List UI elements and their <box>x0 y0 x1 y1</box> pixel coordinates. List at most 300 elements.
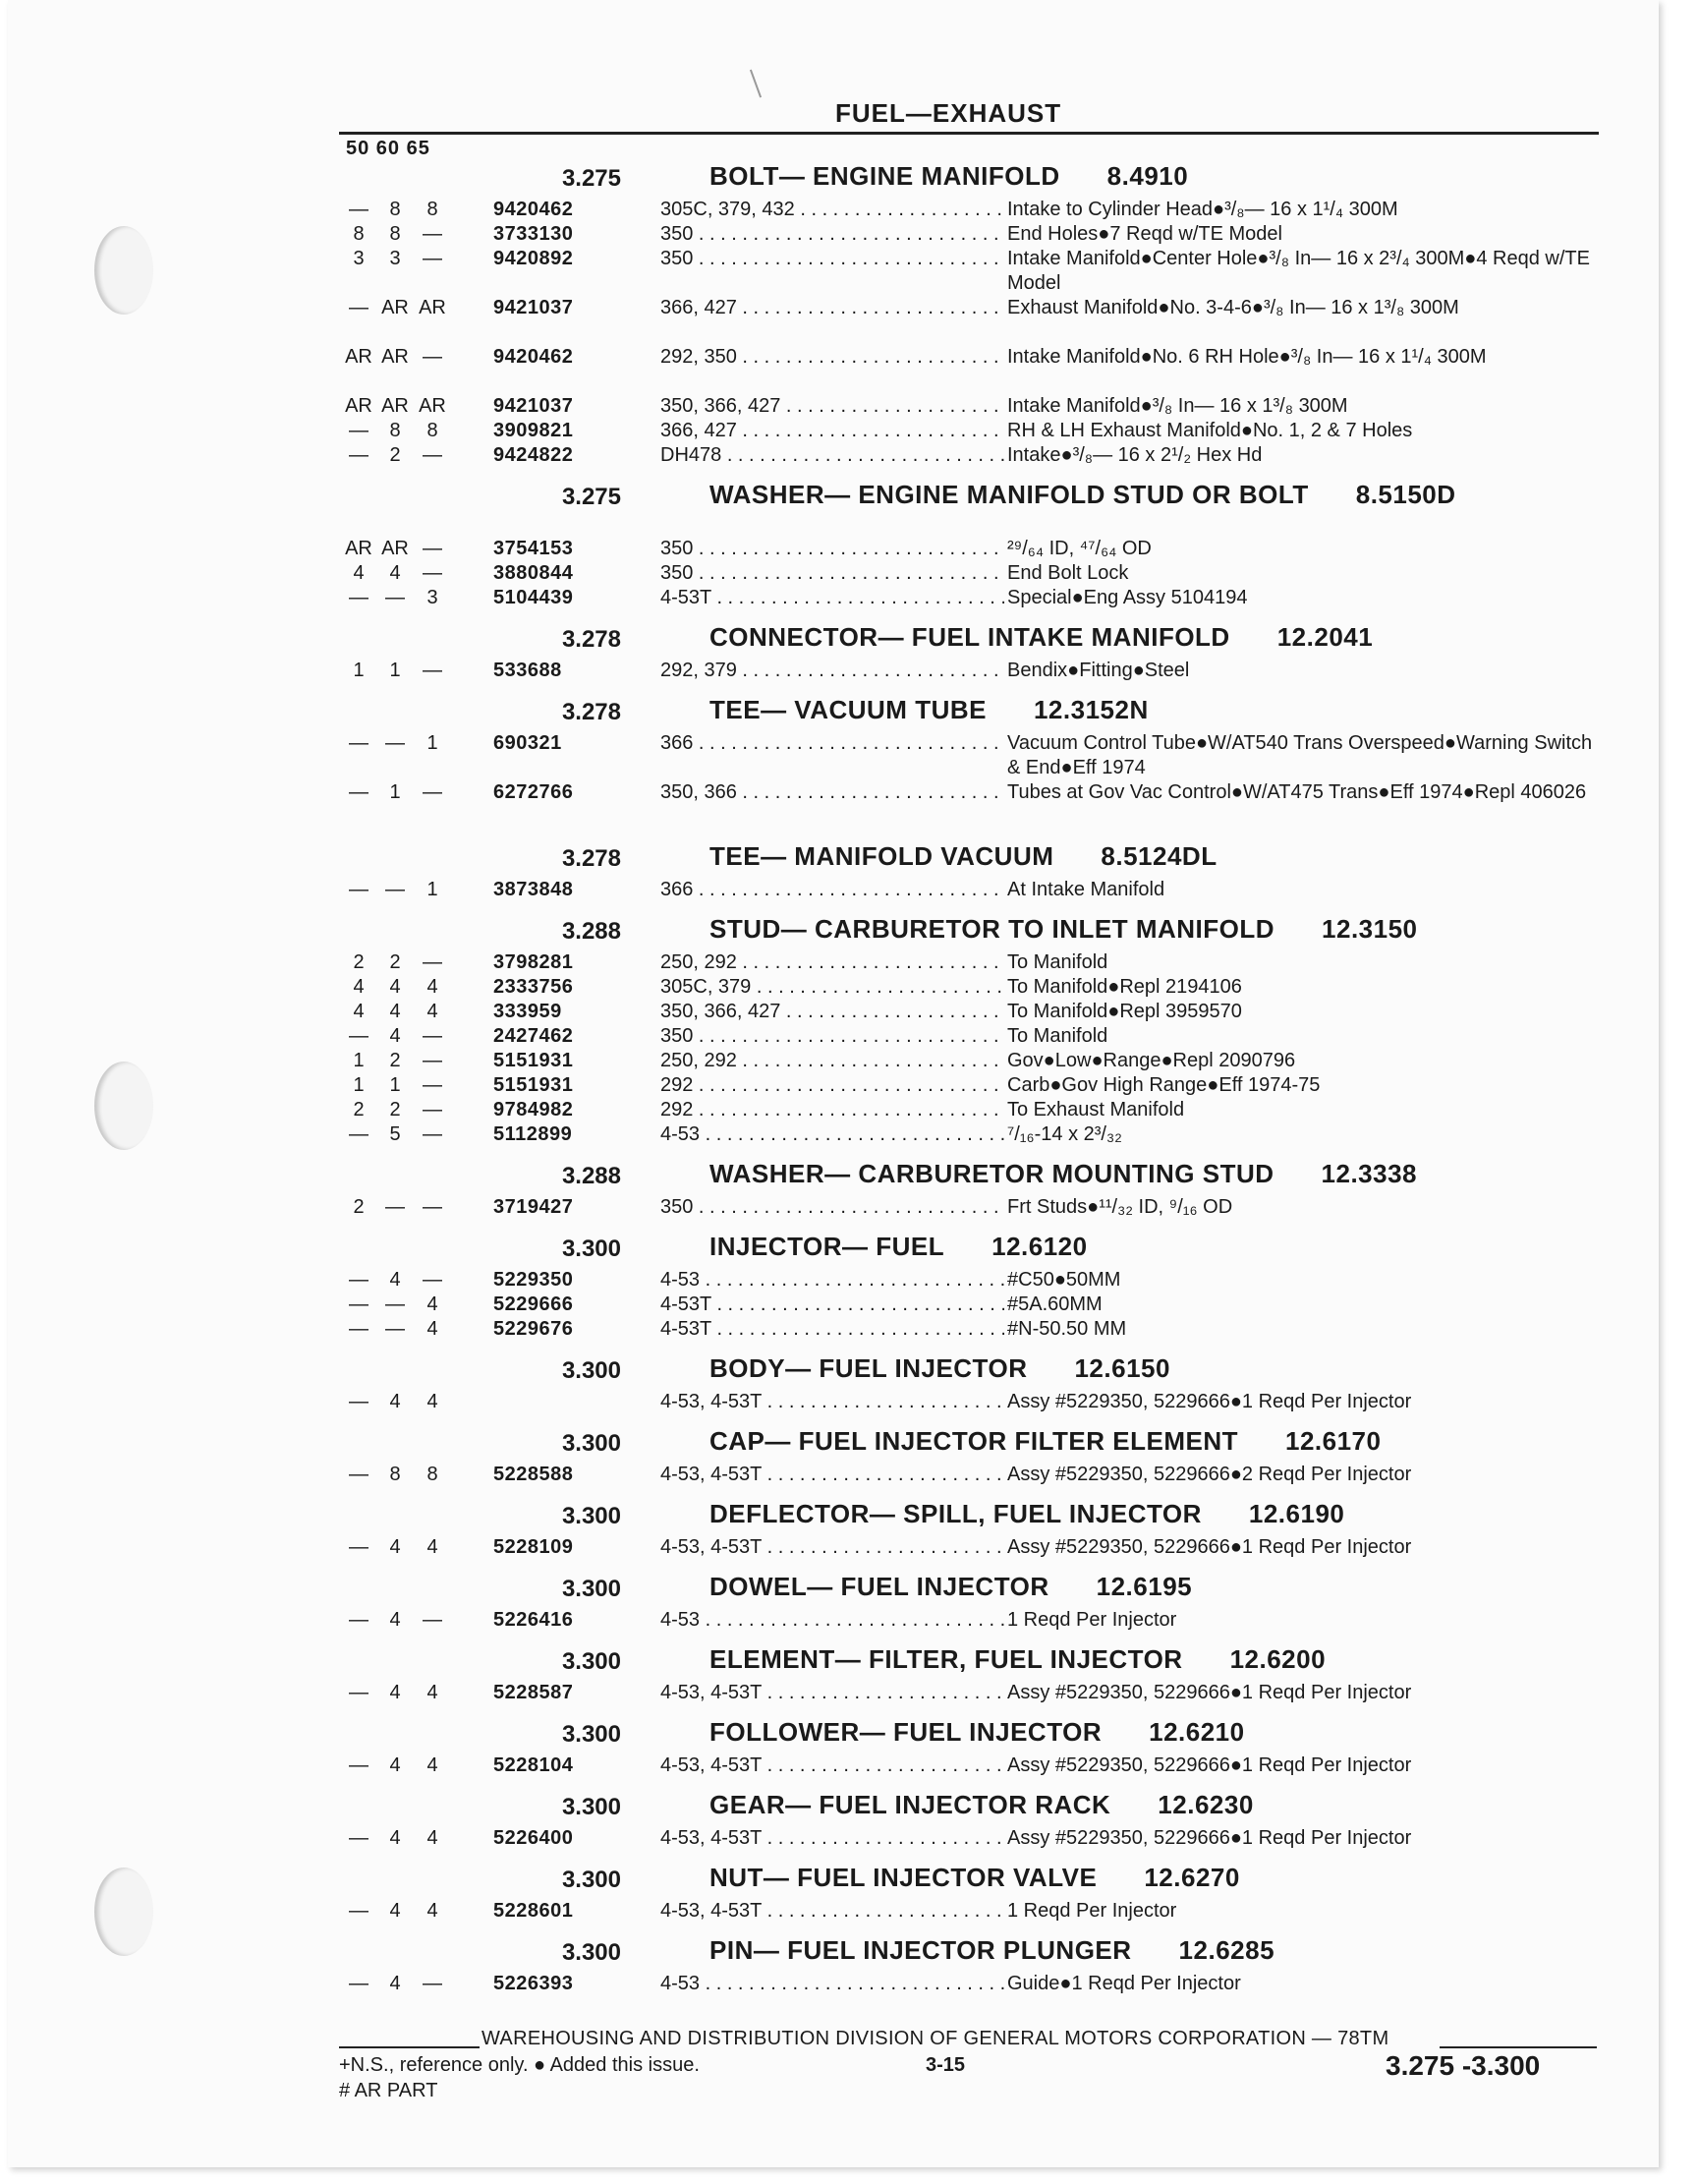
section-title-text: WASHER— CARBURETOR MOUNTING STUD <box>709 1159 1274 1188</box>
section-number: 3.300 <box>561 1867 621 1893</box>
quantity-cell: AR <box>381 538 409 559</box>
model-list: 305C, 379, 432 . . . <box>660 198 1004 222</box>
part-number: 2427462 <box>493 1025 574 1047</box>
part-number: 333959 <box>493 1001 562 1022</box>
section-heading <box>339 1232 1607 1268</box>
quantity-cell: AR <box>419 395 446 417</box>
quantity-cell: 2 <box>389 1050 401 1071</box>
model-list: 4-53 . . . <box>660 1608 1004 1633</box>
quantity-cell: — <box>349 781 368 803</box>
quantity-cell: 4 <box>426 1391 438 1412</box>
quantity-cell: 4 <box>389 1391 401 1412</box>
quantity-cell: 4 <box>389 1754 401 1776</box>
section-code: 12.6285 <box>1178 1935 1275 1965</box>
part-row <box>339 222 1607 247</box>
part-number: 9421037 <box>493 395 574 417</box>
part-number: 9420462 <box>493 346 574 368</box>
quantity-cell: 2 <box>353 1196 365 1218</box>
section-title <box>709 1353 1594 1383</box>
section-number: 3.300 <box>561 1236 621 1262</box>
part-description: Frt Studs●¹¹/₃₂ ID, ⁹/₁₆ OD <box>1007 1196 1233 1218</box>
part-number: 5228588 <box>493 1464 574 1485</box>
quantity-cell: 4 <box>426 1536 438 1558</box>
section-heading <box>339 1935 1607 1972</box>
part-description: End Holes●7 Reqd w/TE Model <box>1007 223 1282 245</box>
part-row <box>339 1317 1607 1342</box>
part-section <box>339 1426 1607 1487</box>
quantity-cell: 2 <box>389 951 401 973</box>
model-list: 4-53T . . . <box>660 1293 1004 1317</box>
section-code: 8.5150D <box>1355 480 1456 509</box>
quantity-cell: 3 <box>426 587 438 608</box>
section-title <box>709 1232 1594 1261</box>
section-title <box>709 1717 1594 1747</box>
section-title-text: DEFLECTOR— SPILL, FUEL INJECTOR <box>709 1499 1202 1528</box>
section-heading <box>339 1790 1607 1826</box>
part-number: 690321 <box>493 732 562 754</box>
quantity-cell: 4 <box>389 976 401 998</box>
model-year-columns: 50 60 65 <box>346 138 430 159</box>
quantity-cell: — <box>349 1973 368 1994</box>
section-code: 12.6120 <box>991 1232 1088 1261</box>
quantity-cell: AR <box>419 297 446 318</box>
page-title: FUEL—EXHAUST <box>835 98 1062 128</box>
part-description: #N-50.50 MM <box>1007 1318 1127 1340</box>
quantity-cell: 1 <box>353 1074 365 1096</box>
quantity-cell: 4 <box>426 1318 438 1340</box>
section-heading <box>339 480 1607 537</box>
section-heading <box>339 1644 1607 1681</box>
section-code: 12.6210 <box>1149 1717 1245 1747</box>
part-section <box>339 1232 1607 1342</box>
part-row <box>339 586 1607 610</box>
part-number: 6272766 <box>493 781 574 803</box>
quantity-cell: 4 <box>389 1609 401 1631</box>
quantity-cell: — <box>423 951 442 973</box>
model-list: 4-53, 4-53T . . . <box>660 1535 1004 1560</box>
section-title-text: DOWEL— FUEL INJECTOR <box>709 1572 1049 1601</box>
section-title-text: PIN— FUEL INJECTOR PLUNGER <box>709 1935 1132 1965</box>
quantity-cell: 4 <box>389 1536 401 1558</box>
section-code: 12.6270 <box>1144 1863 1240 1892</box>
quantity-cell: AR <box>381 346 409 368</box>
model-list: 292, 350 . . . <box>660 345 1004 370</box>
section-title <box>709 1426 1594 1456</box>
part-row <box>339 561 1607 586</box>
part-description: Intake to Cylinder Head●³/₈— 16 x 1¹/₄ 300M <box>1007 199 1398 220</box>
part-description: Intake●³/₈— 16 x 2¹/₂ Hex Hd <box>1007 444 1263 466</box>
model-list: 350 . . . <box>660 222 1004 247</box>
part-number: 9420462 <box>493 199 574 220</box>
section-code: 12.6195 <box>1096 1572 1193 1601</box>
binder-hole <box>94 226 153 315</box>
quantity-cell: — <box>349 1391 368 1412</box>
quantity-cell: 4 <box>389 1269 401 1291</box>
quantity-cell: 4 <box>389 1900 401 1922</box>
part-number: 5104439 <box>493 587 574 608</box>
part-description: To Exhaust Manifold <box>1007 1099 1185 1121</box>
section-number: 3.275 <box>561 484 621 510</box>
quantity-cell: 4 <box>353 1001 365 1022</box>
part-row <box>339 1535 1607 1560</box>
header-rule <box>339 132 1599 135</box>
part-row <box>339 1122 1607 1147</box>
section-heading <box>339 914 1607 950</box>
quantity-cell: — <box>423 1074 442 1096</box>
quantity-cell: 8 <box>426 420 438 441</box>
quantity-cell: 1 <box>426 732 438 754</box>
section-code: 8.5124DL <box>1101 841 1218 871</box>
part-section <box>339 480 1607 610</box>
part-description: Intake Manifold●Center Hole●³/₈ In— 16 x 2³/₄ 300M●4 Reqd w/TE Model <box>1007 248 1590 294</box>
quantity-cell: — <box>423 1025 442 1047</box>
part-row <box>339 247 1607 296</box>
part-number: 5151931 <box>493 1050 574 1071</box>
quantity-cell: 4 <box>426 1900 438 1922</box>
part-row <box>339 1753 1607 1778</box>
model-list: 250, 292 . . . <box>660 1049 1004 1073</box>
part-description: Assy #5229350, 5229666●1 Reqd Per Injector <box>1007 1754 1412 1776</box>
part-row <box>339 1681 1607 1705</box>
section-title <box>709 622 1594 652</box>
quantity-cell: — <box>423 1123 442 1145</box>
model-list: 4-53T . . . <box>660 1317 1004 1342</box>
quantity-cell: — <box>423 1099 442 1121</box>
section-number: 3.300 <box>561 1357 621 1384</box>
part-description: Gov●Low●Range●Repl 2090796 <box>1007 1050 1296 1071</box>
quantity-cell: 2 <box>389 1099 401 1121</box>
binder-hole <box>94 1062 153 1150</box>
part-section <box>339 1353 1607 1414</box>
quantity-cell: AR <box>345 395 372 417</box>
part-row <box>339 1268 1607 1293</box>
part-section <box>339 1863 1607 1924</box>
part-description: Intake Manifold●No. 6 RH Hole●³/₈ In— 16 x 1¹/₄ 300M <box>1007 346 1487 368</box>
part-section <box>339 1935 1607 1996</box>
quantity-cell: 8 <box>353 223 365 245</box>
model-list: 4-53 . . . <box>660 1972 1004 1996</box>
part-description: To Manifold●Repl 3959570 <box>1007 1001 1242 1022</box>
quantity-cell: 4 <box>353 562 365 584</box>
section-title-text: TEE— VACUUM TUBE <box>709 695 987 724</box>
section-title <box>709 1935 1594 1965</box>
quantity-cell: — <box>423 781 442 803</box>
quantity-cell: 1 <box>353 1050 365 1071</box>
part-row <box>339 1390 1607 1414</box>
section-code: 12.3150 <box>1322 914 1418 944</box>
section-number: 3.300 <box>561 1794 621 1820</box>
quantity-cell: — <box>349 879 368 900</box>
section-title-text: BOLT— ENGINE MANIFOLD <box>709 161 1060 191</box>
part-description: To Manifold●Repl 2194106 <box>1007 976 1242 998</box>
part-section <box>339 1572 1607 1633</box>
section-number: 3.288 <box>561 918 621 945</box>
quantity-cell: AR <box>381 395 409 417</box>
quantity-cell: — <box>423 538 442 559</box>
section-heading <box>339 622 1607 659</box>
section-number: 3.275 <box>561 165 621 192</box>
section-number: 3.300 <box>561 1939 621 1966</box>
quantity-cell: 8 <box>389 223 401 245</box>
part-row <box>339 419 1607 443</box>
part-number: 5226416 <box>493 1609 574 1631</box>
quantity-cell: — <box>423 660 442 681</box>
part-number: 3754153 <box>493 538 574 559</box>
quantity-cell: AR <box>345 538 372 559</box>
section-title <box>709 695 1594 724</box>
section-title <box>709 841 1594 871</box>
part-number: 5229350 <box>493 1269 574 1291</box>
part-number: 533688 <box>493 660 562 681</box>
section-code: 12.6150 <box>1074 1353 1170 1383</box>
model-list: 350 . . . <box>660 537 1004 561</box>
quantity-cell: — <box>349 297 368 318</box>
section-title <box>709 161 1594 191</box>
section-number: 3.278 <box>561 626 621 653</box>
quantity-cell: — <box>349 1754 368 1776</box>
quantity-cell: — <box>423 444 442 466</box>
section-title-text: NUT— FUEL INJECTOR VALVE <box>709 1863 1098 1892</box>
quantity-cell: 8 <box>389 1464 401 1485</box>
quantity-cell: — <box>349 1269 368 1291</box>
section-code: 12.6190 <box>1248 1499 1345 1528</box>
section-title-text: WASHER— ENGINE MANIFOLD STUD OR BOLT <box>709 480 1309 509</box>
footer-legend: +N.S., reference only. ● Added this issue. <box>339 2054 700 2076</box>
section-title-text: GEAR— FUEL INJECTOR RACK <box>709 1790 1111 1819</box>
part-description: At Intake Manifold <box>1007 879 1165 900</box>
quantity-cell: 3 <box>389 248 401 269</box>
section-heading <box>339 1499 1607 1535</box>
footer-division: WAREHOUSING AND DISTRIBUTION DIVISION OF GENERAL MOTORS CORPORATION — 78TM <box>481 2028 1389 2049</box>
quantity-cell: 2 <box>389 444 401 466</box>
quantity-cell: 4 <box>426 1827 438 1849</box>
quantity-cell: — <box>349 420 368 441</box>
section-heading <box>339 695 1607 731</box>
part-description: Special●Eng Assy 5104194 <box>1007 587 1248 608</box>
section-title <box>709 1159 1594 1188</box>
part-description: RH & LH Exhaust Manifold●No. 1, 2 & 7 Holes <box>1007 420 1413 441</box>
part-row <box>339 198 1607 222</box>
part-number: 3733130 <box>493 223 574 245</box>
model-list: 350 . . . <box>660 1195 1004 1220</box>
quantity-cell: — <box>423 562 442 584</box>
part-number: 5226400 <box>493 1827 574 1849</box>
part-description: Assy #5229350, 5229666●1 Reqd Per Injector <box>1007 1536 1412 1558</box>
model-list: 350, 366 . . . <box>660 780 1004 805</box>
part-number: 5229676 <box>493 1318 574 1340</box>
quantity-cell: 1 <box>389 1074 401 1096</box>
part-row <box>339 1024 1607 1049</box>
page-number: 3-15 <box>926 2054 966 2076</box>
section-number: 3.300 <box>561 1430 621 1457</box>
quantity-cell: — <box>349 1025 368 1047</box>
part-number: 5229666 <box>493 1293 574 1315</box>
section-code: 8.4910 <box>1106 161 1189 191</box>
part-description: Assy #5229350, 5229666●1 Reqd Per Injector <box>1007 1391 1412 1412</box>
section-heading <box>339 1353 1607 1390</box>
section-code: 12.3152N <box>1033 695 1149 724</box>
part-row <box>339 975 1607 1000</box>
model-list: 350 . . . <box>660 1024 1004 1049</box>
section-title-text: FOLLOWER— FUEL INJECTOR <box>709 1717 1103 1747</box>
part-number: 9784982 <box>493 1099 574 1121</box>
quantity-cell: 4 <box>389 1025 401 1047</box>
part-description: End Bolt Lock <box>1007 562 1129 584</box>
part-section <box>339 1499 1607 1560</box>
part-description: Assy #5229350, 5229666●2 Reqd Per Injector <box>1007 1464 1412 1485</box>
part-row <box>339 345 1607 394</box>
part-row <box>339 1899 1607 1924</box>
footer-rule <box>1440 2046 1597 2048</box>
model-list: 4-53 . . . <box>660 1268 1004 1293</box>
part-section <box>339 695 1607 830</box>
part-row <box>339 537 1607 561</box>
section-number: 3.300 <box>561 1576 621 1602</box>
model-list: DH478 . . . <box>660 443 1004 468</box>
quantity-cell: 4 <box>426 976 438 998</box>
quantity-cell: 4 <box>426 1293 438 1315</box>
quantity-cell: — <box>349 732 368 754</box>
part-row <box>339 878 1607 902</box>
quantity-cell: — <box>423 1050 442 1071</box>
part-row <box>339 1463 1607 1487</box>
model-list: 292 . . . <box>660 1098 1004 1122</box>
part-section <box>339 1159 1607 1220</box>
part-row <box>339 443 1607 468</box>
part-section <box>339 1790 1607 1851</box>
part-description: Exhaust Manifold●No. 3-4-6●³/₈ In— 16 x 1³/₈ 300M <box>1007 297 1459 318</box>
quantity-cell: — <box>423 1196 442 1218</box>
model-list: 4-53, 4-53T . . . <box>660 1463 1004 1487</box>
part-description: 1 Reqd Per Injector <box>1007 1609 1177 1631</box>
part-number: 9421037 <box>493 297 574 318</box>
part-row <box>339 296 1607 345</box>
section-heading <box>339 1159 1607 1195</box>
part-number: 3798281 <box>493 951 574 973</box>
section-title-text: INJECTOR— FUEL <box>709 1232 945 1261</box>
quantity-cell: — <box>423 1973 442 1994</box>
model-list: 366 . . . <box>660 878 1004 902</box>
part-section <box>339 841 1607 902</box>
section-number: 3.288 <box>561 1163 621 1189</box>
quantity-cell: — <box>423 248 442 269</box>
part-number: 3880844 <box>493 562 574 584</box>
section-title-text: ELEMENT— FILTER, FUEL INJECTOR <box>709 1644 1183 1674</box>
part-number: 5228109 <box>493 1536 574 1558</box>
quantity-cell: 2 <box>353 1099 365 1121</box>
part-number: 9424822 <box>493 444 574 466</box>
part-row <box>339 1049 1607 1073</box>
quantity-cell: — <box>349 1318 368 1340</box>
quantity-cell: 4 <box>389 1682 401 1703</box>
part-section <box>339 622 1607 683</box>
section-title <box>709 914 1594 944</box>
part-description: Vacuum Control Tube●W/AT540 Trans Overspeed●Warning Switch & End●Eff 1974 <box>1007 732 1593 778</box>
part-row <box>339 731 1607 780</box>
quantity-cell: — <box>385 879 405 900</box>
part-row <box>339 394 1607 419</box>
part-number: 9420892 <box>493 248 574 269</box>
model-list: 350 . . . <box>660 247 1004 271</box>
part-description: Tubes at Gov Vac Control●W/AT475 Trans●Eff 1974●Repl 406026 <box>1007 781 1587 803</box>
part-row <box>339 1972 1607 1996</box>
model-list: 366 . . . <box>660 731 1004 756</box>
quantity-cell: — <box>423 346 442 368</box>
section-code: 12.6200 <box>1229 1644 1327 1674</box>
part-description: Intake Manifold●³/₈ In— 16 x 1³/₈ 300M <box>1007 395 1348 417</box>
model-list: 366, 427 . . . <box>660 419 1004 443</box>
section-code: 12.6230 <box>1158 1790 1254 1819</box>
part-number: 2333756 <box>493 976 574 998</box>
part-description: #C50●50MM <box>1007 1269 1121 1291</box>
part-section <box>339 914 1607 1147</box>
model-list: 292, 379 . . . <box>660 659 1004 683</box>
part-section <box>339 1644 1607 1705</box>
section-code: 12.6170 <box>1284 1426 1382 1456</box>
section-number: 3.278 <box>561 699 621 725</box>
section-code: 12.2041 <box>1276 622 1374 652</box>
part-row <box>339 780 1607 830</box>
section-title <box>709 1863 1594 1892</box>
part-row <box>339 1293 1607 1317</box>
quantity-cell: — <box>385 1318 405 1340</box>
section-title <box>709 1572 1594 1601</box>
section-number: 3.300 <box>561 1503 621 1529</box>
part-description: To Manifold <box>1007 951 1108 973</box>
section-title <box>709 480 1594 509</box>
part-row <box>339 1000 1607 1024</box>
part-row <box>339 1098 1607 1122</box>
quantity-cell: — <box>349 1827 368 1849</box>
part-description: Bendix●Fitting●Steel <box>1007 660 1190 681</box>
quantity-cell: 2 <box>353 951 365 973</box>
quantity-cell: 4 <box>426 1754 438 1776</box>
quantity-cell: 3 <box>353 248 365 269</box>
part-row <box>339 1826 1607 1851</box>
quantity-cell: 5 <box>389 1123 401 1145</box>
section-heading <box>339 1863 1607 1899</box>
quantity-cell: — <box>349 1123 368 1145</box>
parts-list <box>339 161 1607 2008</box>
quantity-cell: AR <box>381 297 409 318</box>
part-description: Assy #5229350, 5229666●1 Reqd Per Injector <box>1007 1682 1412 1703</box>
model-list: 292 . . . <box>660 1073 1004 1098</box>
section-code: 12.3338 <box>1321 1159 1418 1188</box>
quantity-cell: 4 <box>353 976 365 998</box>
quantity-cell: — <box>385 587 405 608</box>
quantity-cell: — <box>349 1609 368 1631</box>
quantity-cell: — <box>423 1609 442 1631</box>
quantity-cell: 4 <box>389 1001 401 1022</box>
quantity-cell: — <box>349 587 368 608</box>
part-description: #5A.60MM <box>1007 1293 1103 1315</box>
section-title-text: STUD— CARBURETOR TO INLET MANIFOLD <box>709 914 1275 944</box>
section-title-text: CONNECTOR— FUEL INTAKE MANIFOLD <box>709 622 1230 652</box>
quantity-cell: — <box>385 732 405 754</box>
part-description: To Manifold <box>1007 1025 1108 1047</box>
quantity-cell: — <box>385 1293 405 1315</box>
quantity-cell: 4 <box>389 1973 401 1994</box>
binder-hole <box>94 1868 153 1956</box>
model-list: 366, 427 . . . <box>660 296 1004 320</box>
model-list: 4-53, 4-53T . . . <box>660 1681 1004 1705</box>
section-title <box>709 1644 1594 1674</box>
part-row <box>339 1073 1607 1098</box>
quantity-cell: 8 <box>426 199 438 220</box>
quantity-cell: — <box>349 444 368 466</box>
quantity-cell: — <box>349 199 368 220</box>
model-list: 4-53 . . . <box>660 1122 1004 1147</box>
